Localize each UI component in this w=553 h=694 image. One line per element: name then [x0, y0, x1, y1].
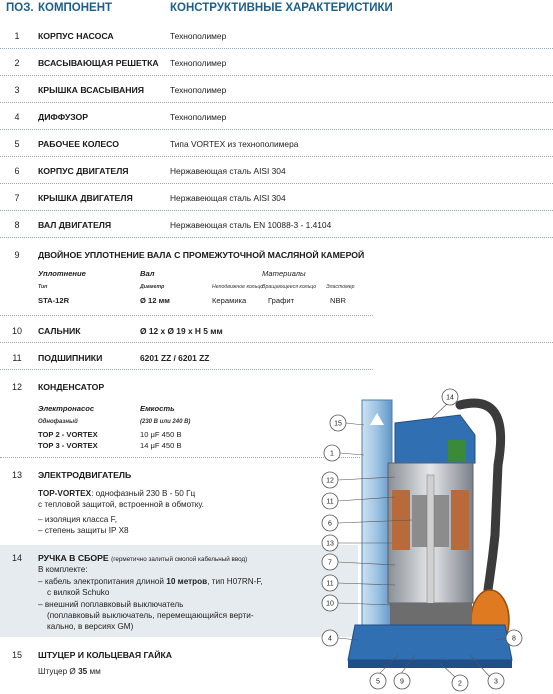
callout: 9 [400, 678, 404, 686]
callout: 10 [326, 600, 334, 608]
callout: 5 [376, 678, 380, 686]
capacitor-box [448, 440, 466, 462]
motor-shaft [427, 475, 434, 625]
table-row: 3 КРЫШКА ВСАСЫВАНИЯ Технополимер [0, 76, 553, 103]
callout: 11 [326, 498, 334, 506]
table-header [0, 0, 553, 17]
table-row: 11 ПОДШИПНИКИ 6201 ZZ / 6201 ZZ [0, 343, 553, 370]
callout: 14 [446, 394, 454, 402]
callout: 1 [330, 450, 334, 458]
table-row-handle: 14 РУЧКА В СБОРЕ (герметично залитый смолой кабельный ввод) В комплекте: – кабель электропитания длиной 10 метров, тип H07RN-F, с вилкой Schuko – внешний поплавковый выключатель (поплавковый выключатель, перемещающийся верти- кально, в версиях GM) [0, 545, 358, 637]
callout: 7 [328, 559, 332, 567]
pump-cutaway-diagram [300, 385, 553, 694]
callout: 13 [326, 540, 334, 548]
suction-grid [348, 660, 512, 668]
callout: 2 [458, 680, 462, 688]
callout: 11 [326, 580, 334, 588]
callout: 3 [494, 678, 498, 686]
table-row: 8 ВАЛ ДВИГАТЕЛЯ Нержавеющая сталь EN 10088-3 - 1.4104 [0, 211, 553, 238]
callout: 6 [328, 520, 332, 528]
table-row: 5 РАБОЧЕЕ КОЛЕСО Типа VORTEX из технополимера [0, 130, 553, 157]
header-characteristics: КОНСТРУКТИВНЫЕ ХАРАКТЕРИСТИКИ [170, 2, 393, 14]
pump-body-base [348, 625, 512, 660]
table-row: 7 КРЫШКА ДВИГАТЕЛЯ Нержавеющая сталь AISI 304 [0, 184, 553, 211]
table-row-capacitor: 12 КОНДЕНСАТОР Электронасос Емкость Однофазный (230 В или 240 В) TOP 2 - VORTEX 10 μF 450 В TOP 3 - VORTEX 14 μF 450 В [0, 370, 360, 458]
table-row-seal: 9 ДВОЙНОЕ УПЛОТНЕНИЕ ВАЛА С ПРОМЕЖУТОЧНОЙ МАСЛЯНОЙ КАМЕРОЙ Уплотнение Вал Материалы Тип Диаметр Неподвижное кольцо Вращающееся кольцо Эластомер STA-12R Ø 12 мм Керамика Графит NBR [0, 238, 553, 316]
table-row: 6 КОРПУС ДВИГАТЕЛЯ Нержавеющая сталь AISI 304 [0, 157, 553, 184]
header-component: КОМПОНЕНТ [38, 2, 113, 14]
table-row: 1 КОРПУС НАСОСА Технополимер [0, 22, 553, 49]
table-row: 10 САЛЬНИК Ø 12 x Ø 19 x H 5 мм [0, 316, 553, 343]
callout: 8 [512, 635, 516, 643]
winding-right [451, 490, 469, 550]
callout: 4 [328, 635, 332, 643]
table-row: 2 ВСАСЫВАЮЩАЯ РЕШЕТКА Технополимер [0, 49, 553, 76]
header-pos: ПОЗ. [6, 2, 34, 14]
callout: 12 [326, 477, 334, 485]
callout: 15 [334, 420, 342, 428]
table-row-nut: 15 ШТУЦЕР И КОЛЬЦЕВАЯ ГАЙКА Штуцер Ø 35 мм [11, 650, 173, 676]
table-row-motor: 13 ЭЛЕКТРОДВИГАТЕЛЬ TOP-VORTEX: однофазный 230 В - 50 Гц с тепловой защитой, встроенной в обмотку. – изоляция класса F, – степень защиты IP X8 [11, 470, 204, 535]
table-row: 4 ДИФФУЗОР Технополимер [0, 103, 553, 130]
